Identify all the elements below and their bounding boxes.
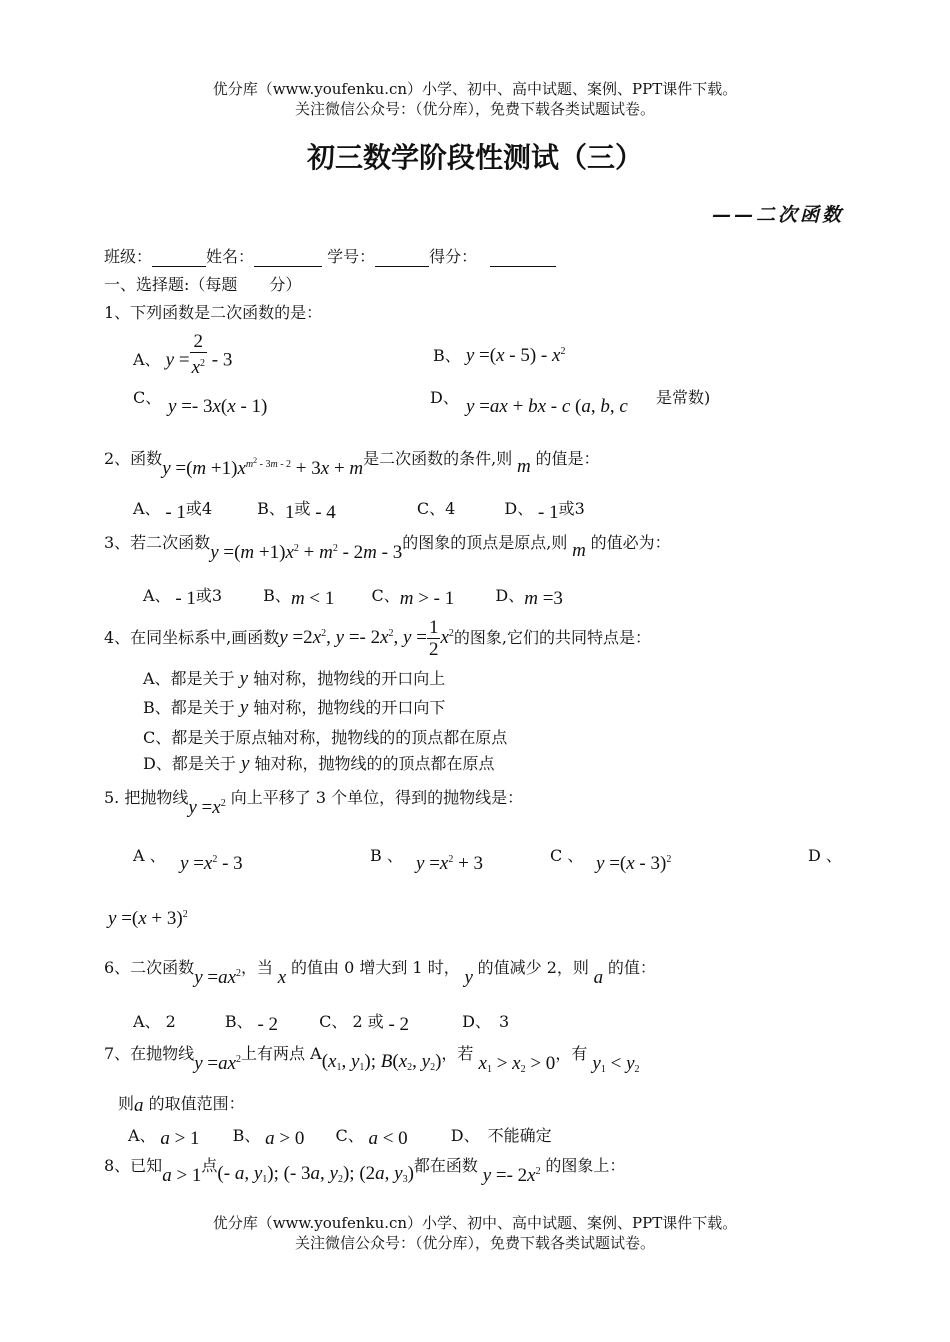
q4-stem: 4、在同坐标系中,画函数$y =2x^2$, $y =- 2x^2$, y = $\frac{1}{2}$ $x^2$的图象,它们的共同特点是： [104, 617, 651, 660]
site-footer-line1: 优分库（www.youfenku.cn）小学、初中、高中试题、案例、PPT课件下载。 [212, 1214, 738, 1232]
q1-option-c-label: C、 [133, 388, 162, 407]
q1-option-d-label: D、 [430, 388, 459, 407]
score-blank[interactable] [490, 248, 556, 267]
name-label: 姓名： [206, 247, 255, 266]
q5-option-a-formula: $y =x^2 - 3$ [180, 853, 243, 874]
q5-option-c-formula: y =(x - 3)$^2$ [596, 853, 672, 874]
q2-options: A、 - 1或4 B、1或 - 4 C、4 D、 - 1或3 [133, 499, 585, 523]
q4-option-d: D、都是关于 y 轴对称，抛物线的的顶点都在原点 [143, 753, 495, 774]
site-header-line1: 优分库（www.youfenku.cn）小学、初中、高中试题、案例、PPT课件下载。 [212, 80, 738, 98]
name-blank[interactable] [254, 248, 322, 267]
number-blank[interactable] [375, 248, 429, 267]
score-label: 得分： [429, 247, 470, 266]
q1-option-d-formula: y =ax + bx - c (a, b, c [466, 396, 628, 417]
q4-option-a: A、都是关于 y 轴对称，抛物线的开口向上 [143, 668, 446, 689]
q4-option-b: B、都是关于 y 轴对称，抛物线的开口向下 [143, 697, 446, 718]
q5-option-b-label: B 、 [370, 846, 403, 865]
q5-option-b-formula: $y =x^2 + 3$ [416, 853, 484, 874]
q7-line2: 则a 的取值范围： [118, 1094, 245, 1116]
page-subtitle: ——二次函数 [711, 204, 844, 226]
q5-option-d-formula: $y =(x + 3)^2$ [108, 908, 188, 929]
student-info-row [104, 244, 556, 267]
class-label: 班级： [104, 247, 153, 266]
q1-option-d-note: 是常数) [656, 388, 711, 407]
site-footer-line2: 关注微信公众号：（优分库），免费下载各类试题试卷。 [294, 1234, 655, 1252]
class-blank[interactable] [152, 248, 206, 267]
q8-stem: 8、已知a > 1点(- a, $y_1$); (- 3a, $y_2$); (2a, $y_3$)都在函数 $y =- 2x^2$ 的图象上： [104, 1156, 626, 1186]
q3-stem: 3、若二次函数$y =(m +1)x^2 + m^2 - 2m - 3$的图象的顶点是原点,则 m 的值必为： [104, 533, 671, 563]
q7-options: A、 a > 1 B、 a > 0 C、 a < 0 D、 不能确定 [128, 1126, 552, 1149]
q7-stem: 7、在抛物线$y =ax^2$上有两点 $A(x_1$, $y_1$); $B(x_2$, $y_2$)，若 $x_1 > x_2 > 0$，有 $y_1 < y_2$ [104, 1044, 640, 1075]
q1-option-c-formula: y =- 3x(x - 1) [168, 396, 268, 417]
q2-stem: 2、函数$y =(m +1)x^{m^2 - 3m - 2} + 3x + m$是二次函数的条件,则 m 的值是： [104, 449, 600, 479]
site-header-line2: 关注微信公众号：（优分库），免费下载各类试题试卷。 [294, 100, 655, 118]
section-heading: 一、选择题:（每题 分） [104, 275, 302, 294]
q5-option-a-label: A 、 [133, 846, 166, 865]
q6-stem: 6、二次函数$y =ax^2$，当 x 的值由 0 增大到 1 时， y 的值减少 2，则 a 的值： [104, 958, 656, 988]
q3-options: A、 - 1或3 B、m < 1 C、m > - 1 D、m =3 [143, 586, 563, 609]
q1-option-a: A、 y = $\frac{2}{x^2}$ - 3 [133, 331, 233, 378]
page-title: 初三数学阶段性测试（三） [306, 141, 643, 174]
q6-options: A、 2 B、 - 2 C、 2 或 - 2 D、 3 [133, 1012, 510, 1035]
q5-stem: 5. 把抛物线$y =x^2$ 向上平移了 3 个单位，得到的抛物线是： [104, 788, 524, 818]
q1-option-b: B、 $y =(x - 5) - x^2$ [433, 345, 566, 366]
q5-option-c-label: C 、 [550, 846, 584, 865]
q1-stem: 1、下列函数是二次函数的是： [104, 303, 323, 322]
q5-option-d-label: D 、 [808, 846, 842, 865]
number-label: 学号： [327, 247, 376, 266]
q4-option-c: C、都是关于原点轴对称，抛物线的的顶点都在原点 [143, 728, 508, 747]
